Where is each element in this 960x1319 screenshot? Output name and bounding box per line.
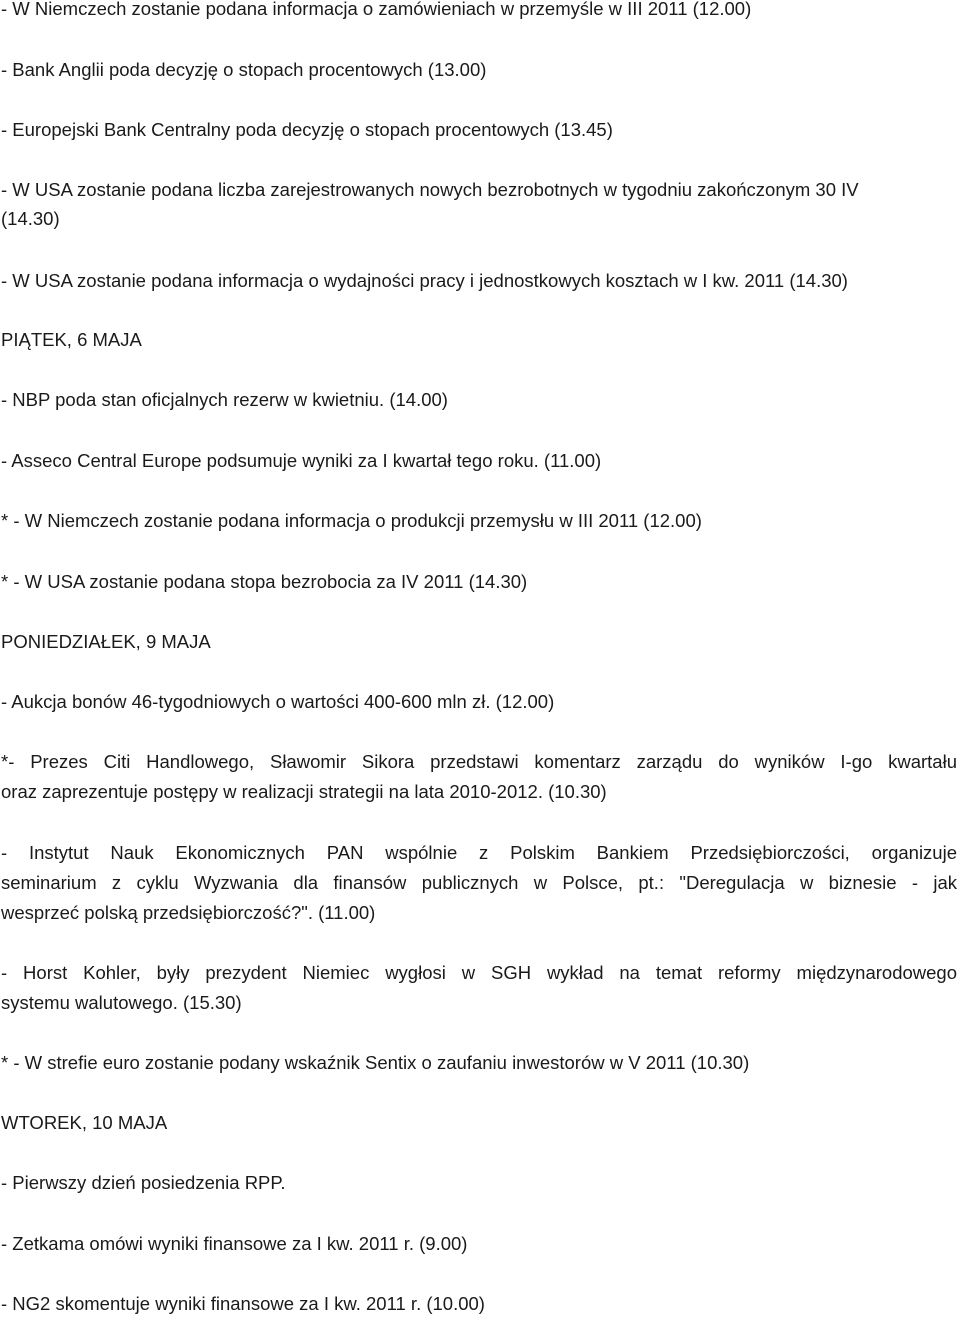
text-line: oraz zaprezentuje postępy w realizacji strategii na lata 2010-2012. (10.30) xyxy=(1,781,607,802)
text-line: - NG2 skomentuje wyniki finansowe za I kw. 2011 r. (10.00) xyxy=(1,1293,485,1314)
text-line: *- Prezes Citi Handlowego, Sławomir Sikora przedstawi komentarz zarządu do wyników I-go kwartału xyxy=(1,751,957,772)
text-line: - Instytut Nauk Ekonomicznych PAN wspólnie z Polskim Bankiem Przedsiębiorczości, organizuje xyxy=(1,842,957,863)
text-line: - W USA zostanie podana liczba zarejestrowanych nowych bezrobotnych w tygodniu zakończonym 30 IV xyxy=(1,179,859,200)
text-line: systemu walutowego. (15.30) xyxy=(1,992,242,1013)
text-line: - Bank Anglii poda decyzję o stopach procentowych (13.00) xyxy=(1,59,487,80)
text-line: * - W strefie euro zostanie podany wskaźnik Sentix o zaufaniu inwestorów w V 2011 (10.30) xyxy=(1,1052,750,1073)
text-line: - NBP poda stan oficjalnych rezerw w kwietniu. (14.00) xyxy=(1,389,448,410)
text-line: - Aukcja bonów 46-tygodniowych o wartości 400-600 mln zł. (12.00) xyxy=(1,691,555,712)
text-line: seminarium z cyklu Wyzwania dla finansów publicznych w Polsce, pt.: "Deregulacja w biznesie - jak xyxy=(1,872,957,893)
text-line: - W USA zostanie podana informacja o wydajności pracy i jednostkowych kosztach w I kw. 2011 (14.30) xyxy=(1,270,848,291)
text-line: - Zetkama omówi wyniki finansowe za I kw. 2011 r. (9.00) xyxy=(1,1233,468,1254)
day-heading: WTOREK, 10 MAJA xyxy=(1,1112,168,1133)
text-line: - Horst Kohler, były prezydent Niemiec wygłosi w SGH wykład na temat reformy międzynarodowego xyxy=(1,962,957,983)
text-line: (14.30) xyxy=(1,208,60,229)
text-line: - Asseco Central Europe podsumuje wyniki za I kwartał tego roku. (11.00) xyxy=(1,450,602,471)
text-line: * - W Niemczech zostanie podana informacja o produkcji przemysłu w III 2011 (12.00) xyxy=(1,510,702,531)
text-line: - Pierwszy dzień posiedzenia RPP. xyxy=(1,1172,286,1193)
text-line: wesprzeć polską przedsiębiorczość?". (11.00) xyxy=(1,902,376,923)
text-line: - Europejski Bank Centralny poda decyzję o stopach procentowych (13.45) xyxy=(1,119,613,140)
day-heading: PONIEDZIAŁEK, 9 MAJA xyxy=(1,631,211,652)
day-heading: PIĄTEK, 6 MAJA xyxy=(1,329,142,350)
text-line: * - W USA zostanie podana stopa bezrobocia za IV 2011 (14.30) xyxy=(1,571,528,592)
text-line: - W Niemczech zostanie podana informacja o zamówieniach w przemyśle w III 2011 (12.00) xyxy=(1,0,752,19)
